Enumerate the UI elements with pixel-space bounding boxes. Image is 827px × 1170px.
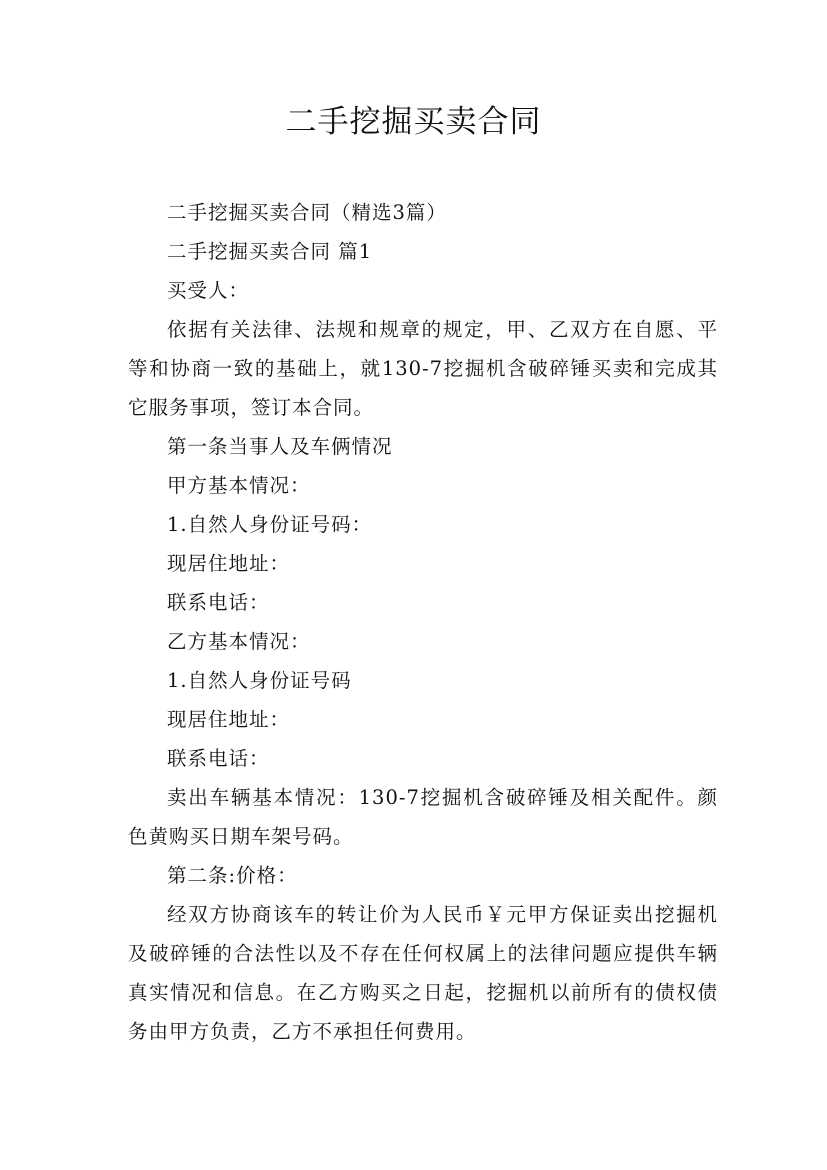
paragraph-party-a-phone: 联系电话：: [167, 591, 270, 614]
paragraph-article-1: 第一条当事人及车俩情况: [167, 435, 393, 458]
document-title: 二手挖掘买卖合同: [285, 104, 542, 140]
paragraph-party-a-address: 现居住地址：: [167, 552, 291, 575]
paragraph-preamble: 依据有关法律、法规和规章的规定，甲、乙双方在自愿、平等和协商一致的基础上，就130-7挖掘机含破碎锤买卖和完成其它服务事项，签订本合同。: [128, 318, 718, 419]
paragraph-buyer: 买受人：: [167, 279, 250, 302]
paragraph-vehicle-info: 卖出车辆基本情况：130-7挖掘机含破碎锤及相关配件。颜色黄购买日期车架号码。: [128, 786, 718, 848]
paragraph-party-b-phone: 联系电话：: [167, 747, 270, 770]
paragraph-party-a-id: 1.自然人身份证号码：: [167, 513, 373, 536]
paragraph-article-2: 第二条:价格：: [167, 864, 298, 887]
paragraph-price-terms: 经双方协商该车的转让价为人民币￥元甲方保证卖出挖掘机及破碎锤的合法性以及不存在任何权属上的法律问题应提供车辆真实情况和信息。在乙方购买之日起，挖掘机以前所有的债权债务由甲方负责，乙方不承担任何费用。: [128, 903, 718, 1043]
paragraph-subtitle: 二手挖掘买卖合同（精选3篇）: [167, 201, 447, 224]
paragraph-party-b-id: 1.自然人身份证号码: [167, 669, 352, 692]
paragraph-party-b-address: 现居住地址：: [167, 708, 291, 731]
paragraph-party-a-heading: 甲方基本情况：: [167, 474, 311, 497]
paragraph-section-heading: 二手挖掘买卖合同 篇1: [167, 240, 373, 263]
document-body: [128, 193, 718, 1051]
paragraph-party-b-heading: 乙方基本情况：: [167, 630, 311, 653]
